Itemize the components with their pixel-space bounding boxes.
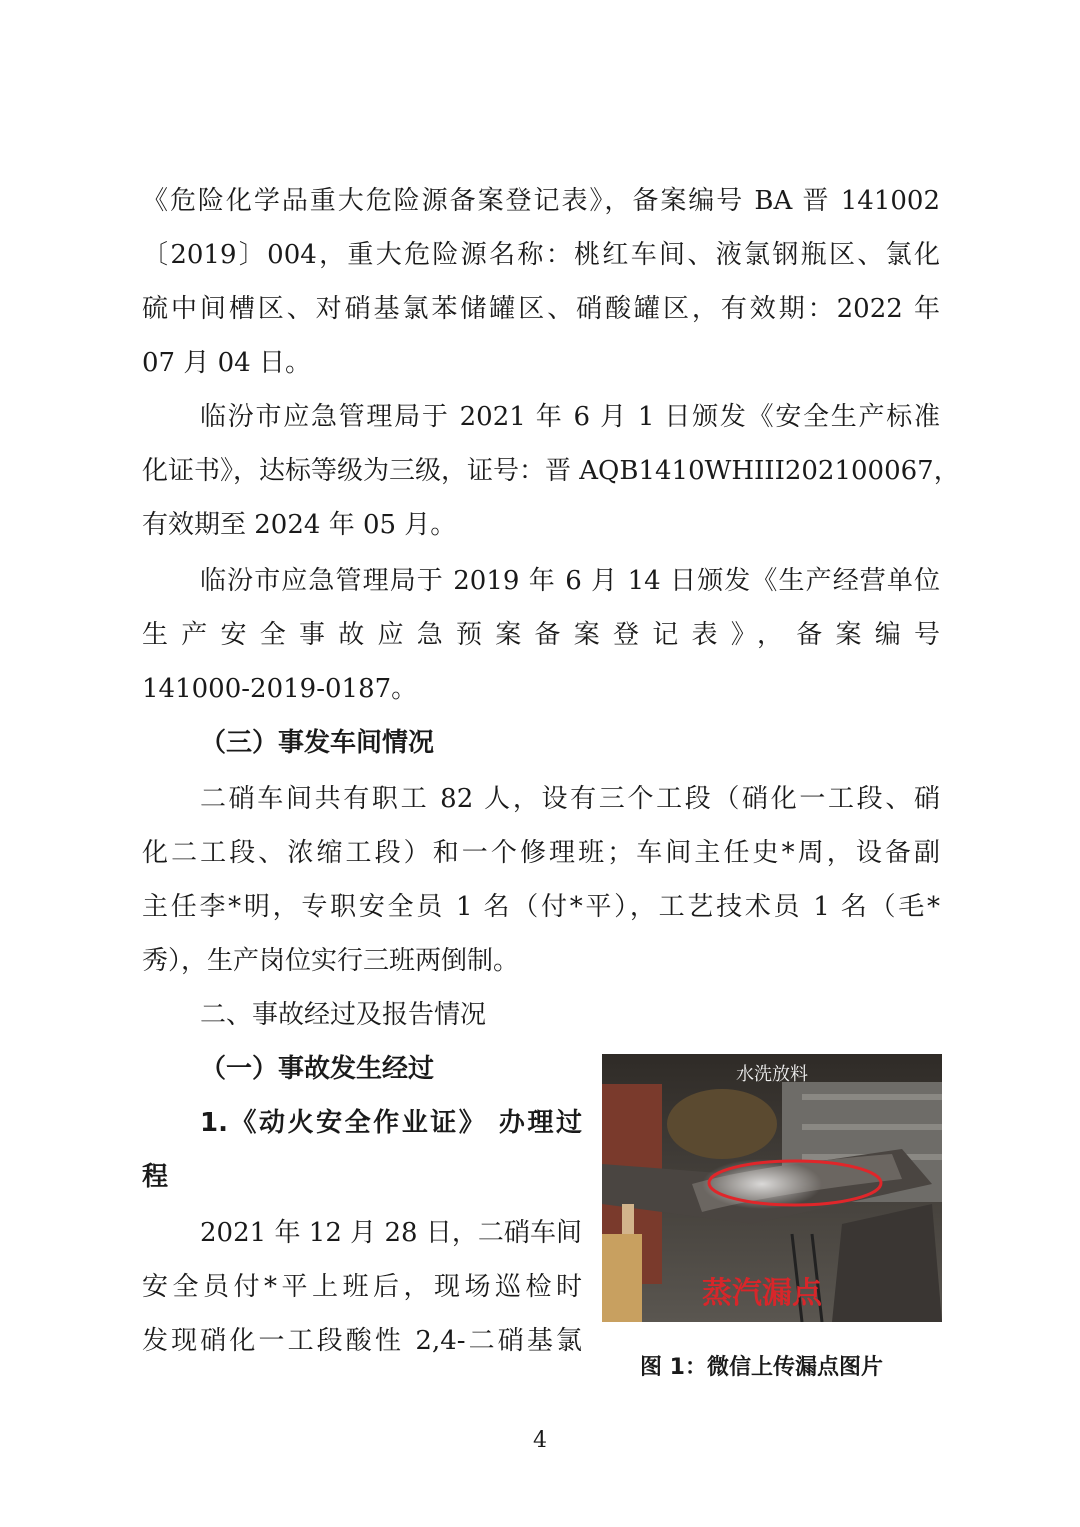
- paragraph-3-line-1: 临汾市应急管理局于 2019 年 6 月 14 日颁发《生产经营单位: [200, 566, 940, 596]
- paragraph-4-line-1: 二硝车间共有职工 82 人，设有三个工段（硝化一工段、硝: [200, 784, 940, 814]
- paragraph-2-line-2: 化证书》，达标等级为三级，证号：晋 AQB1410WHIII202100067，: [142, 456, 960, 486]
- paragraph-1-line-2: 〔2019〕004，重大危险源名称：桃红车间、液氯钢瓶区、氯化: [142, 240, 940, 270]
- paragraph-1-line-3: 硫中间槽区、对硝基氯苯储罐区、硝酸罐区，有效期：2022 年: [142, 294, 940, 324]
- paragraph-4-line-4: 秀），生产岗位实行三班两倒制。: [142, 946, 520, 976]
- heading-permit-line-1: 1.《动火安全作业证》 办理过: [200, 1108, 582, 1138]
- photo-label-water-wash: 水洗放料: [736, 1064, 808, 1085]
- paragraph-5-line-1: 2021 年 12 月 28 日，二硝车间: [200, 1218, 582, 1248]
- paragraph-2-line-1: 临汾市应急管理局于 2021 年 6 月 1 日颁发《安全生产标准: [200, 402, 940, 432]
- paragraph-3-line-2: 生产安全事故应急预案备案登记表》，备案编号: [142, 620, 940, 650]
- paragraph-1-line-1: 《危险化学品重大危险源备案登记表》，备案编号 BA 晋 141002: [142, 186, 940, 216]
- photo-label-steam-leak: 蒸汽漏点: [702, 1276, 822, 1311]
- page-number: 4: [533, 1428, 547, 1453]
- section-heading-2: 二、事故经过及报告情况: [200, 1000, 487, 1030]
- paragraph-3-line-3: 141000-2019-0187。: [142, 674, 418, 704]
- heading-workshop-situation: （三）事发车间情况: [200, 728, 435, 758]
- figure-caption: 图 1：微信上传漏点图片: [640, 1355, 883, 1380]
- paragraph-5-line-3: 发现硝化一工段酸性 2,4-二硝基氯: [142, 1326, 582, 1356]
- leak-photo: [602, 1054, 942, 1322]
- heading-permit-line-2: 程: [142, 1162, 169, 1192]
- paragraph-4-line-3: 主任李*明，专职安全员 1 名（付*平），工艺技术员 1 名（毛*: [142, 892, 940, 922]
- heading-accident-process: （一）事故发生经过: [200, 1054, 435, 1084]
- paragraph-1-line-4: 07 月 04 日。: [142, 348, 311, 378]
- paragraph-2-line-3: 有效期至 2024 年 05 月。: [142, 510, 457, 540]
- paragraph-5-line-2: 安全员付*平上班后，现场巡检时: [142, 1272, 582, 1302]
- paragraph-4-line-2: 化二工段、浓缩工段）和一个修理班；车间主任史*周，设备副: [142, 838, 940, 868]
